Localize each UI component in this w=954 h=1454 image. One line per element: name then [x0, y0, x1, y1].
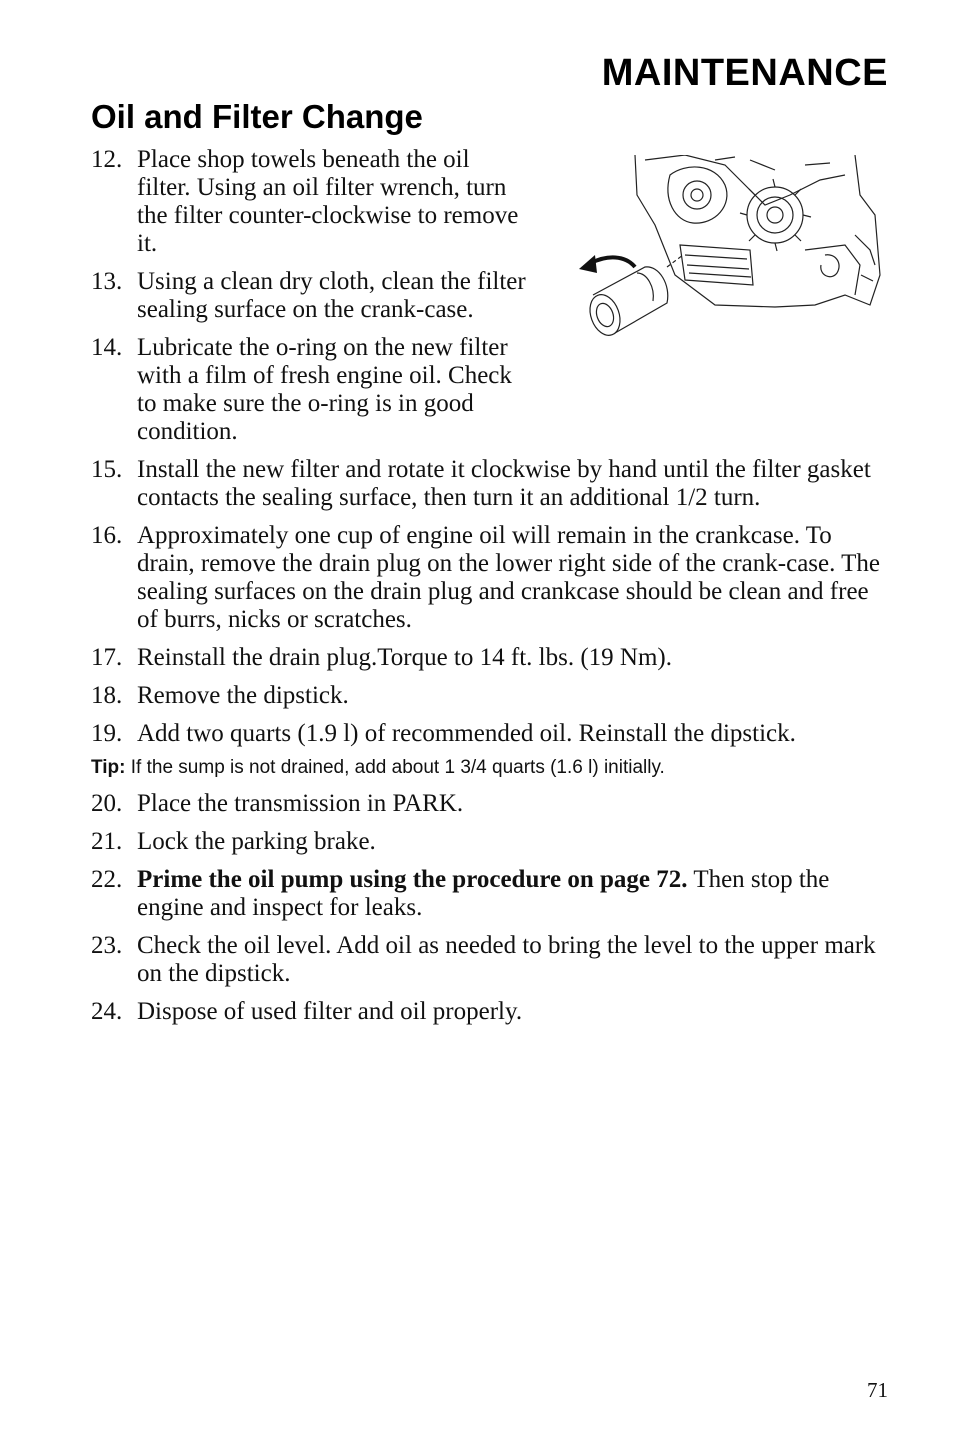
step-number: 13.	[91, 268, 123, 295]
step-text: Using a clean dry cloth, clean the filter sealing surface on the crank-case.	[137, 268, 526, 323]
step-number: 19.	[91, 720, 123, 747]
step-number: 12.	[91, 146, 123, 173]
list-item	[91, 998, 891, 1026]
step-text: Lock the parking brake.	[137, 828, 376, 855]
step-number: 17.	[91, 644, 123, 671]
steps-list	[91, 146, 891, 1036]
step-number: 24.	[91, 998, 123, 1025]
step-text: Lubricate the o-ring on the new filter with a film of fresh engine oil. Check to make sure the o-ring is in good condition.	[137, 334, 512, 445]
section-header: MAINTENANCE	[601, 52, 888, 94]
list-item	[91, 866, 891, 922]
step-text: Add two quarts (1.9 l) of recommended oil. Reinstall the dipstick.	[137, 720, 796, 747]
step-bold-text: Prime the oil pump using the procedure on page 72.	[137, 866, 688, 893]
step-number: 15.	[91, 456, 123, 483]
step-number: 23.	[91, 932, 123, 959]
step-number: 14.	[91, 334, 123, 361]
list-item	[91, 644, 891, 672]
list-item	[91, 790, 891, 818]
step-text: Place shop towels beneath the oil filter. Using an oil filter wrench, turn the filter counter-clockwise to remove it.	[137, 146, 519, 257]
step-text: Reinstall the drain plug.Torque to 14 ft. lbs. (19 Nm).	[137, 644, 672, 671]
list-item	[91, 268, 527, 324]
step-text: Remove the dipstick.	[137, 682, 349, 709]
step-number: 18.	[91, 682, 123, 709]
list-item	[91, 682, 891, 710]
step-number: 22.	[91, 866, 123, 893]
list-item	[91, 720, 891, 748]
list-item	[91, 522, 891, 634]
step-number: 16.	[91, 522, 123, 549]
step-text: Dispose of used filter and oil properly.	[137, 998, 523, 1025]
tip-text: If the sump is not drained, add about 1 3/4 quarts (1.6 l) initially.	[130, 757, 665, 778]
step-text: Install the new filter and rotate it clockwise by hand until the filter gasket contacts the sealing surface, then turn it an additional 1/2 turn.	[137, 456, 871, 511]
list-item	[91, 334, 527, 446]
step-text: Check the oil level. Add oil as needed to bring the level to the upper mark on the dipstick.	[137, 932, 876, 987]
tip-note	[91, 756, 891, 780]
step-number: 20.	[91, 790, 123, 817]
list-item	[91, 828, 891, 856]
page-number: 71	[867, 1378, 888, 1402]
step-text: Approximately one cup of engine oil will remain in the crankcase. To drain, remove the drain plug on the lower right side of the crank-case. The sealing surfaces on the drain plug and crankcase should be clean and free of burrs, nicks or scratches.	[137, 522, 881, 633]
step-number: 21.	[91, 828, 123, 855]
step-text: Place the transmission in PARK.	[137, 790, 464, 817]
page-title: Oil and Filter Change	[91, 98, 423, 135]
tip-label: Tip:	[91, 757, 126, 778]
list-item	[91, 456, 891, 512]
list-item	[91, 146, 527, 258]
list-item	[91, 932, 891, 988]
step-text: Then stop the engine and inspect for leaks.	[137, 866, 830, 921]
